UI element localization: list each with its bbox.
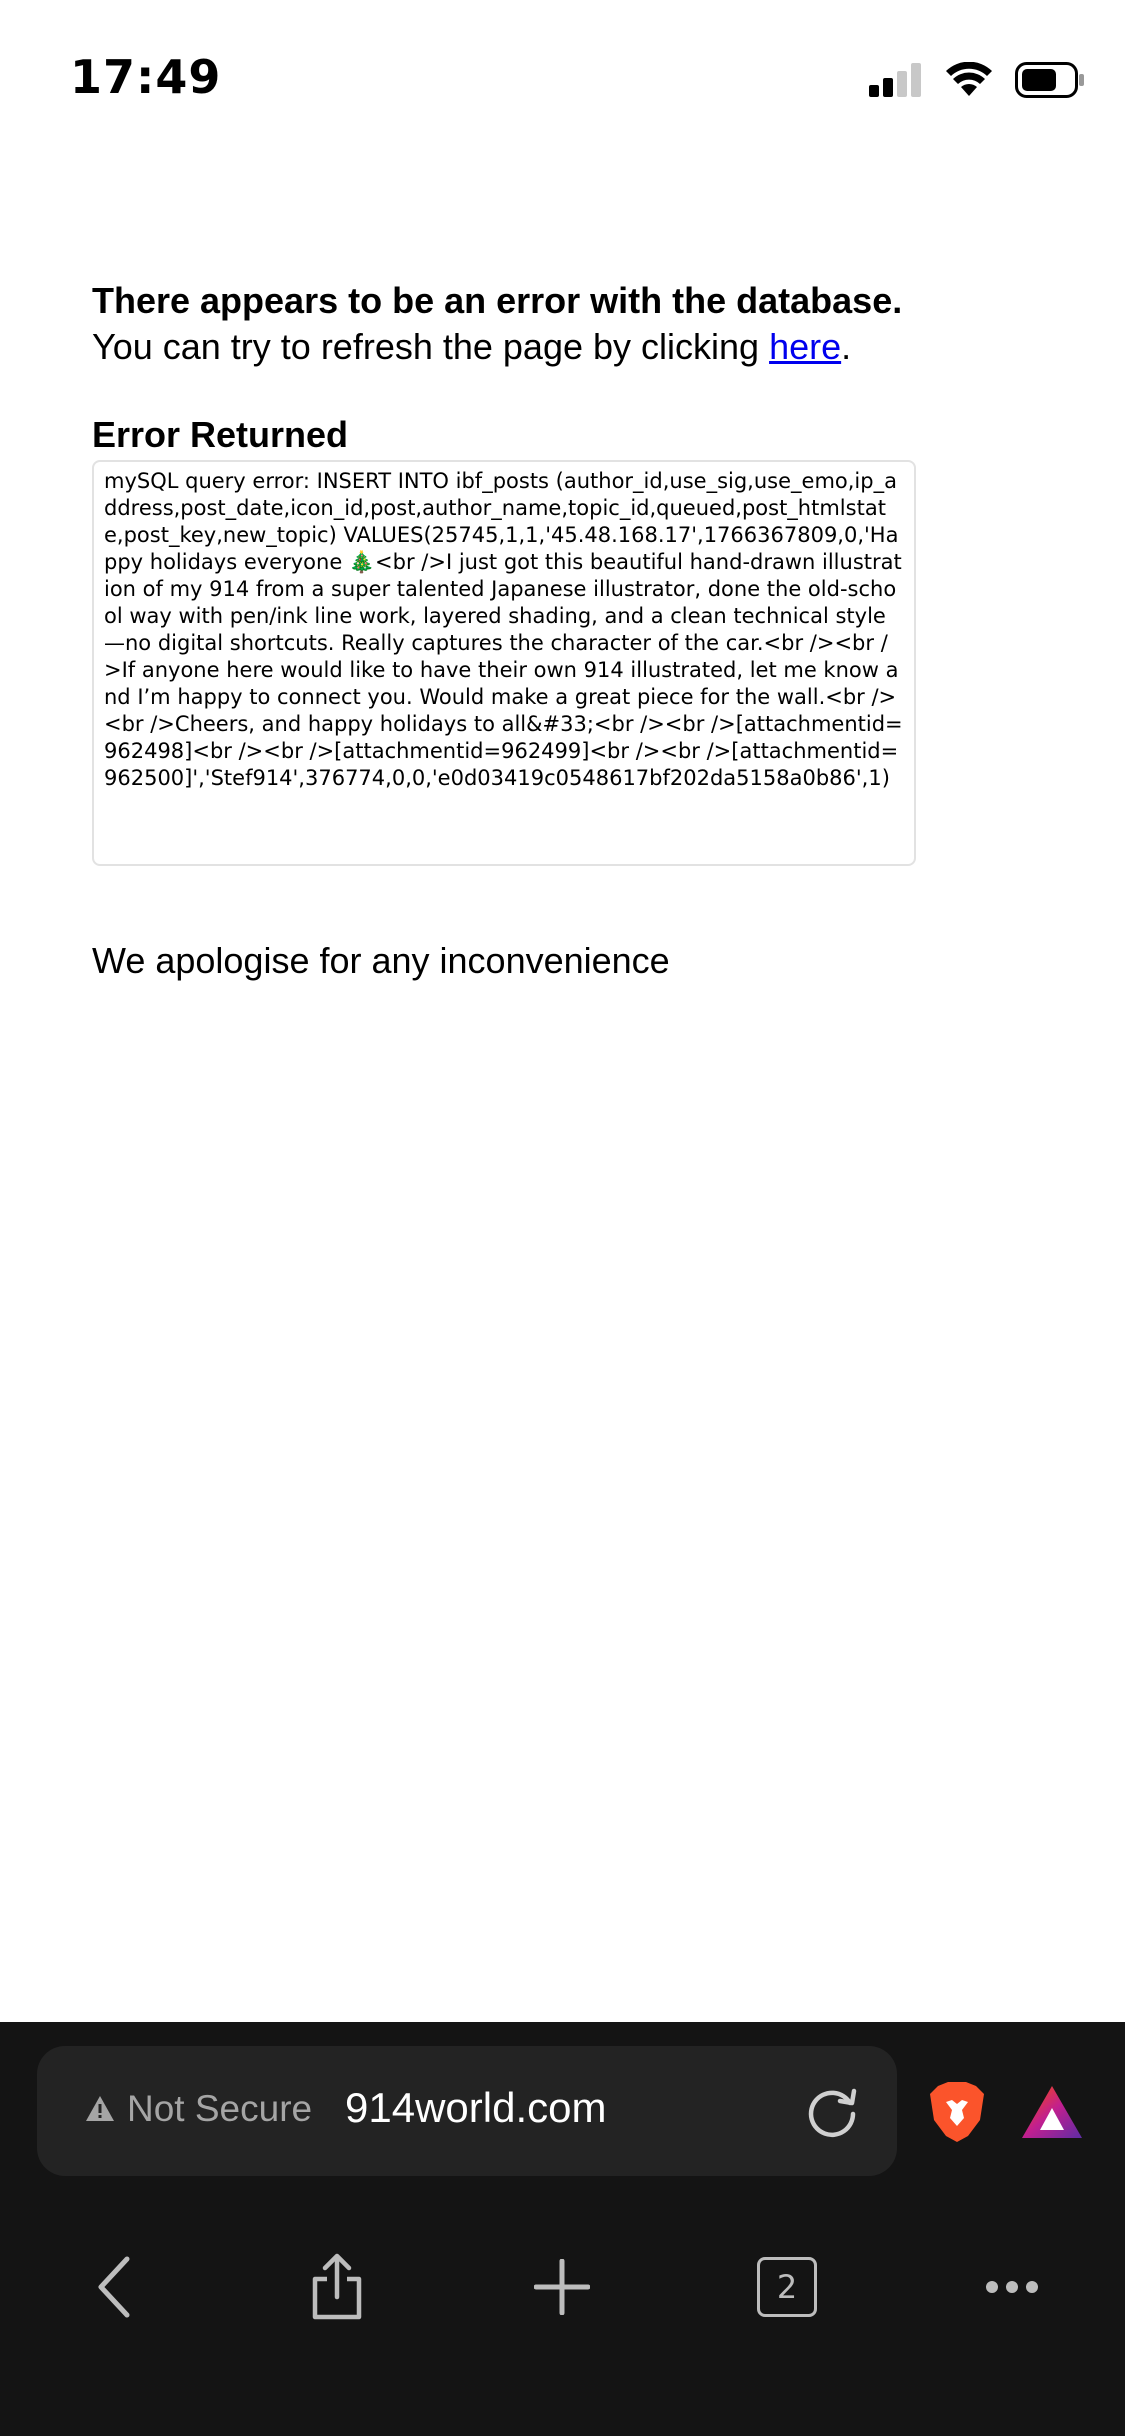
- new-tab-button[interactable]: [517, 2242, 607, 2332]
- url-domain[interactable]: 914world.com: [345, 2084, 607, 2131]
- tabs-button[interactable]: [742, 2242, 832, 2332]
- reload-icon[interactable]: [802, 2081, 862, 2141]
- brave-rewards-icon[interactable]: [1020, 2084, 1084, 2140]
- wifi-icon: [945, 62, 993, 98]
- brave-lion-icon[interactable]: [928, 2080, 986, 2144]
- status-time: 17:49: [70, 50, 222, 104]
- address-bar[interactable]: [37, 2046, 897, 2176]
- browser-bottom-bar: [0, 2022, 1125, 2436]
- status-bar: [0, 0, 1125, 150]
- refresh-hint-text: You can try to refresh the page by clicking: [92, 326, 770, 367]
- refresh-hint-period: .: [841, 326, 852, 367]
- refresh-link[interactable]: here: [769, 326, 842, 367]
- security-label: Not Secure: [127, 2088, 313, 2129]
- share-icon: [309, 2253, 365, 2321]
- warning-triangle-icon: [85, 2095, 115, 2123]
- browser-toolbar: [0, 2222, 1125, 2352]
- plus-icon: [534, 2259, 590, 2315]
- cellular-signal-icon: [869, 63, 923, 97]
- error-page: [92, 278, 1042, 866]
- battery-icon: [1015, 62, 1085, 98]
- error-query-box[interactable]: mySQL query error: INSERT INTO ibf_posts (author_id,use_sig,use_emo,ip_address,post_date,icon_id,post,author_name,topic_id,queued,post_htmlstate,post_key,new_topic) VALUES(25745,1,1,'45.48.168.17',1766367809,0,'Happy holidays everyone 🎄<br />I just got this beautiful hand-drawn illustration of my 914 from a super talented Japanese illustrator, done the old-school way with pen/ink line work, layered shading, and a clean technical style—no digital shortcuts. Really captures the character of the car.<br /><br />If anyone here would like to have their own 914 illustrated, let me know and I’m happy to connect you. Would make a great piece for the wall.<br /><br />Cheers, and happy holidays to all&#33;<br /><br />[attachmentid=962498]<br /><br />[attachmentid=962499]<br /><br />[attachmentid=962500]','Stef914',376774,0,0,'e0d03419c0548617bf202da5158a0b86',1): [92, 460, 916, 866]
- error-heading: There appears to be an error with the database.: [92, 280, 903, 321]
- share-button[interactable]: [292, 2242, 382, 2332]
- back-chevron-icon: [93, 2255, 133, 2319]
- tabs-icon: 2: [757, 2257, 817, 2317]
- more-icon: [984, 2279, 1040, 2295]
- refresh-hint: [92, 324, 1042, 370]
- apology-text: We apologise for any inconvenience: [92, 940, 670, 981]
- status-icons: [869, 62, 1085, 98]
- back-button[interactable]: [68, 2242, 158, 2332]
- error-returned-title: Error Returned: [92, 414, 349, 455]
- more-menu-button[interactable]: [967, 2242, 1057, 2332]
- security-indicator[interactable]: [85, 2088, 312, 2130]
